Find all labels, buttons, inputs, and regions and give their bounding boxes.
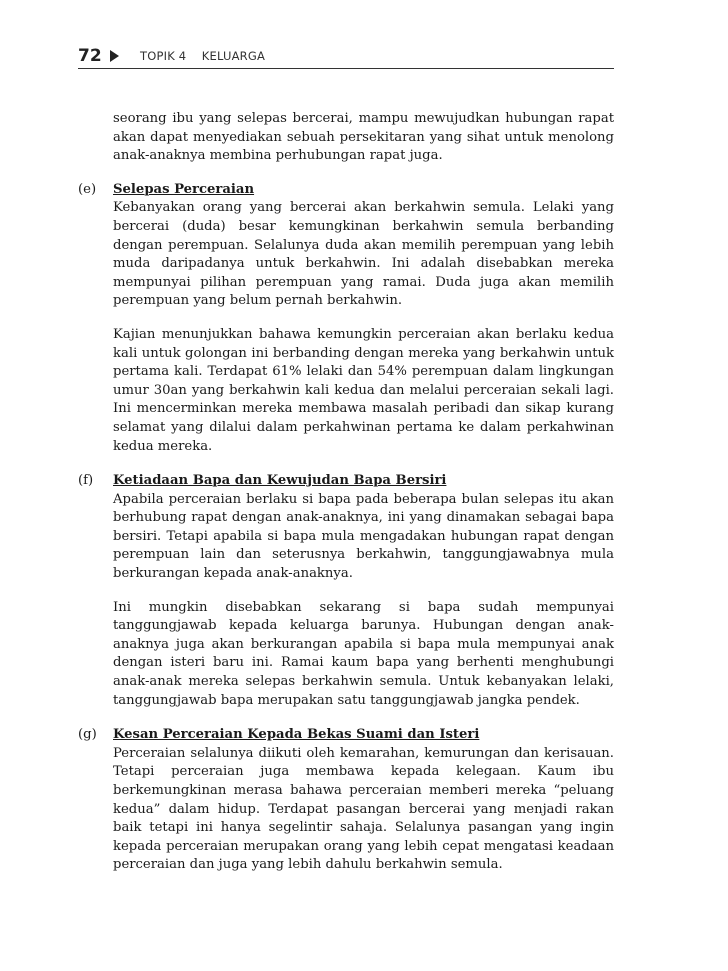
intro-paragraph: seorang ibu yang selepas bercerai, mampu mewujudkan hubungan rapat akan dapat menyediakan sebuah persekitaran yang sihat untuk menolong anak-anaknya membina perhubungan rapat juga. [113, 111, 614, 164]
page-content [78, 110, 614, 891]
section-label: (e) [78, 181, 97, 197]
section-heading: Ketiadaan Bapa dan Kewujudan Bapa Bersiri [113, 473, 447, 489]
section-g [78, 726, 614, 875]
page-header [78, 44, 614, 69]
paragraph: Kebanyakan orang yang bercerai akan berkahwin semula. Lelaki yang bercerai (duda) besar kemungkinan berkahwin semula berbanding dengan perempuan. Selalunya duda akan memilih perempuan yang lebih muda daripadanya untuk berkahwin. Ini adalah disebabkan mereka mempunyai pilihan perempuan yang ramai. Duda juga akan memilih perempuan yang belum pernah berkahwin. [113, 200, 614, 309]
section-heading: Selepas Perceraian [113, 181, 255, 197]
running-header-topic: TOPIK 4 KELUARGA [140, 49, 266, 63]
section-label: (g) [78, 727, 97, 743]
paragraph: Perceraian selalunya diikuti oleh kemarahan, kemurungan dan kerisauan. Tetapi perceraian juga membawa kepada kelegaan. Kaum ibu berkemungkinan merasa bahawa perceraian memberi mereka “peluang kedua” dalam hidup. Terdapat pasangan bercerai yang menjadi rakan baik tetapi ini hanya segelintir sahaja. Selalunya pasangan yang ingin kepada perceraian merupakan orang yang lebih cepat mengatasi keadaan perceraian dan juga yang lebih dahulu berkahwin semula. [113, 745, 614, 873]
paragraph: Ini mungkin disebabkan sekarang si bapa sudah mempunyai tanggungjawab kepada keluarga barunya. Hubungan dengan anak-anaknya juga akan berkurangan apabila si bapa mula mempunyai anak dengan isteri baru ini. Ramai kaum bapa yang berhenti menghubungi anak-anak mereka selepas berkahwin semula. Untuk kebanyakan lelaki, tanggungjawab bapa merupakan satu tanggungjawab jangka pendek. [113, 599, 614, 708]
paragraph: Apabila perceraian berlaku si bapa pada beberapa bulan selepas itu akan berhubung rapat dengan anak-anaknya, ini yang dinamakan sebagai bapa bersiri. Tetapi apabila si bapa mula mengadakan hubungan rapat dengan perempuan lain dan seterusnya berkahwin, tanggungjawabnya mula berkurangan kepada anak-anaknya. [113, 491, 614, 582]
section-heading: Kesan Perceraian Kepada Bekas Suami dan Isteri [113, 727, 480, 743]
section-label: (f) [78, 473, 94, 489]
section-e [78, 181, 614, 456]
paragraph: Kajian menunjukkan bahawa kemungkin perceraian akan berlaku kedua kali untuk golongan ini berbanding dengan mereka yang berkahwin untuk pertama kali. Terdapat 61% lelaki dan 54% perempuan dalam lingkungan umur 30an yang berkahwin kali kedua dan melalui perceraian sekali lagi. Ini mencerminkan mereka membawa masalah peribadi dan sikap kurang selamat yang dilalui dalam perkahwinan pertama ke dalam perkahwinan kedua mereka. [113, 326, 614, 454]
triangle-right-icon [110, 50, 119, 62]
section-f [78, 472, 614, 710]
page-number: 72 [78, 46, 102, 66]
